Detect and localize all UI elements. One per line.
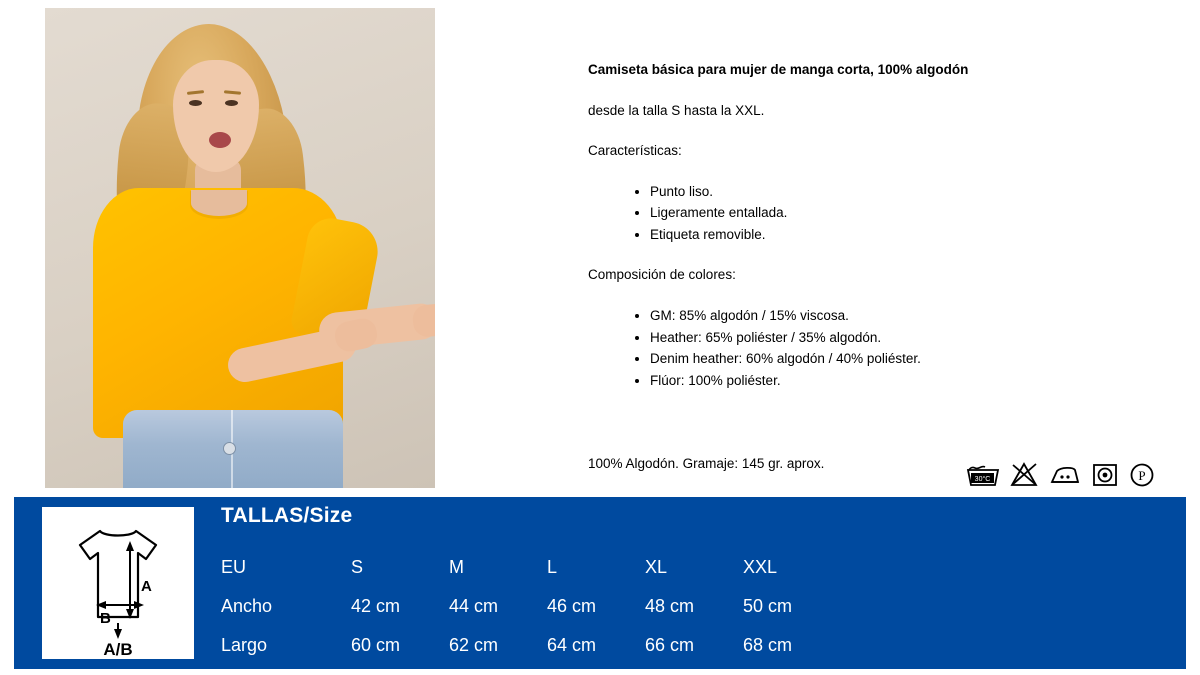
column-header: M <box>449 557 464 577</box>
column-header: EU <box>221 557 247 577</box>
list-item: • Heather: 65% poliéster / 35% algodón. <box>650 328 1158 348</box>
list-item: • Punto liso. <box>650 182 1158 202</box>
row-label: Ancho <box>221 596 273 616</box>
list-item: • Denim heather: 60% algodón / 40% poliéster. <box>650 349 1158 369</box>
svg-text:A: A <box>141 578 152 595</box>
column-header: XXL <box>743 557 778 577</box>
product-photo <box>45 8 435 488</box>
features-list <box>588 182 1158 245</box>
care-instruction-icons <box>966 460 1156 488</box>
svg-text:A/B: A/B <box>103 640 133 659</box>
svg-text:B: B <box>100 610 111 627</box>
list-item: • Ligeramente entallada. <box>650 203 1158 223</box>
no-bleach-icon <box>1009 460 1039 488</box>
table-header-row <box>221 549 841 588</box>
size-chart-title: TALLAS/Size <box>221 504 353 527</box>
cell: 44 cm <box>449 596 499 616</box>
svg-text:P: P <box>1138 468 1146 483</box>
cell: 60 cm <box>351 635 401 655</box>
column-header: XL <box>645 557 668 577</box>
cell: 66 cm <box>645 635 695 655</box>
row-label: Largo <box>221 635 268 655</box>
cell: 50 cm <box>743 596 793 616</box>
table-row <box>221 588 841 627</box>
features-heading: Características: <box>588 143 682 159</box>
tumble-dry-icon <box>1091 460 1119 488</box>
model-eye-left <box>189 100 202 106</box>
list-item: • Flúor: 100% poliéster. <box>650 371 1158 391</box>
table-row <box>221 627 841 666</box>
size-range-text: desde la talla S hasta la XXL. <box>588 102 765 118</box>
cell: 64 cm <box>547 635 597 655</box>
professional-clean-p-icon <box>1128 460 1156 488</box>
tshirt-measure-diagram <box>42 507 194 659</box>
cell: 42 cm <box>351 596 401 616</box>
cell: 68 cm <box>743 635 793 655</box>
size-chart-band <box>14 497 1186 669</box>
list-item: • Etiqueta removible. <box>650 225 1158 245</box>
svg-text:30°C: 30°C <box>974 476 991 483</box>
model-eye-right <box>225 100 238 106</box>
size-chart-table <box>221 549 841 666</box>
jeans-button <box>223 442 236 455</box>
tshirt-collar <box>191 190 247 216</box>
colors-list <box>588 306 1158 390</box>
product-description <box>588 60 1158 495</box>
product-title: Camiseta básica para mujer de manga corta, 100% algodón <box>588 62 969 77</box>
list-item: • GM: 85% algodón / 15% viscosa. <box>650 306 1158 326</box>
column-header: S <box>351 557 364 577</box>
wash-30-icon <box>966 460 1000 488</box>
model-mouth <box>209 132 231 148</box>
fabric-note: 100% Algodón. Gramaje: 145 gr. aprox. <box>588 456 825 472</box>
iron-icon <box>1048 460 1082 488</box>
cell: 62 cm <box>449 635 499 655</box>
cell: 48 cm <box>645 596 695 616</box>
cell: 46 cm <box>547 596 597 616</box>
column-header: L <box>547 557 558 577</box>
colors-heading: Composición de colores: <box>588 267 736 283</box>
